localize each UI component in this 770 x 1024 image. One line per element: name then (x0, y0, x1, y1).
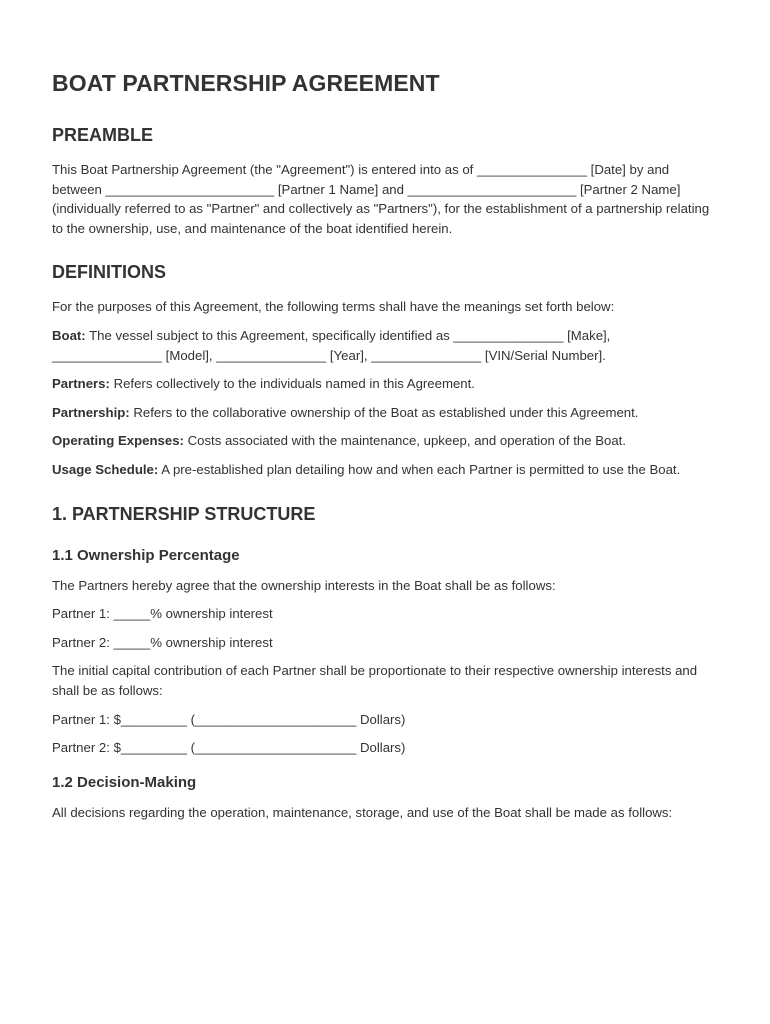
decision-making-heading: 1.2 Decision-Making (52, 773, 197, 791)
definition-text: Refers collectively to the individuals named in this Agreement. (109, 376, 475, 392)
definition-term: Operating Expenses: (52, 433, 184, 449)
definitions-heading: DEFINITIONS (52, 262, 167, 283)
definition-text: Costs associated with the maintenance, upkeep, and operation of the Boat. (183, 433, 626, 449)
definition-operating-expenses (52, 431, 718, 451)
partnership-structure-section (52, 504, 718, 823)
preamble-text: This Boat Partnership Agreement (the "Agreement") is entered into as of _______________ [Date] by and between _______________________ [Partner 1 Name] and _______________________ [Partner 2 Name] (individually referred to as "Partner" and collectively as "Partners"), for the establishment of a partnership relating to the ownership, use, and maintenance of the boat identified herein. (52, 162, 710, 236)
preamble-section (52, 125, 718, 238)
definitions-section (52, 262, 718, 479)
definition-text: A pre-established plan detailing how and when each Partner is permitted to use the Boat. (158, 461, 681, 477)
ownership-partner-2: Partner 2: _____% ownership interest (52, 634, 273, 650)
decision-making-subsection (52, 774, 718, 823)
decision-making-text: All decisions regarding the operation, maintenance, storage, and use of the Boat shall be made as follows: (52, 804, 673, 820)
definition-partners (52, 374, 718, 394)
definition-text: Refers to the collaborative ownership of the Boat as established under this Agreement. (129, 404, 639, 420)
document-title: BOAT PARTNERSHIP AGREEMENT (52, 70, 440, 96)
definition-partnership (52, 403, 718, 423)
definition-term: Partners: (52, 376, 110, 392)
capital-partner-1: Partner 1: $_________ (______________________ Dollars) (52, 711, 406, 727)
definition-term: Partnership: (52, 404, 130, 420)
partnership-structure-heading: 1. PARTNERSHIP STRUCTURE (52, 503, 316, 524)
definition-term: Boat: (52, 327, 86, 343)
ownership-subsection (52, 547, 718, 758)
definition-term: Usage Schedule: (52, 461, 159, 477)
ownership-heading: 1.1 Ownership Percentage (52, 546, 240, 564)
definition-text: The vessel subject to this Agreement, specifically identified as _______________ [Make], _______________ [Model], _______________ [Year], _______________ [VIN/Serial Number]. (52, 327, 611, 363)
capital-partner-2: Partner 2: $_________ (______________________ Dollars) (52, 740, 406, 756)
capital-intro: The initial capital contribution of each Partner shall be proportionate to their respective ownership interests and shall be as follows: (52, 663, 698, 698)
preamble-heading: PREAMBLE (52, 125, 154, 145)
ownership-partner-1: Partner 1: _____% ownership interest (52, 606, 273, 622)
definition-boat (52, 326, 718, 365)
ownership-intro: The Partners hereby agree that the ownership interests in the Boat shall be as follows: (52, 577, 556, 593)
definition-usage-schedule (52, 460, 718, 480)
definitions-intro: For the purposes of this Agreement, the following terms shall have the meanings set forth below: (52, 299, 615, 315)
